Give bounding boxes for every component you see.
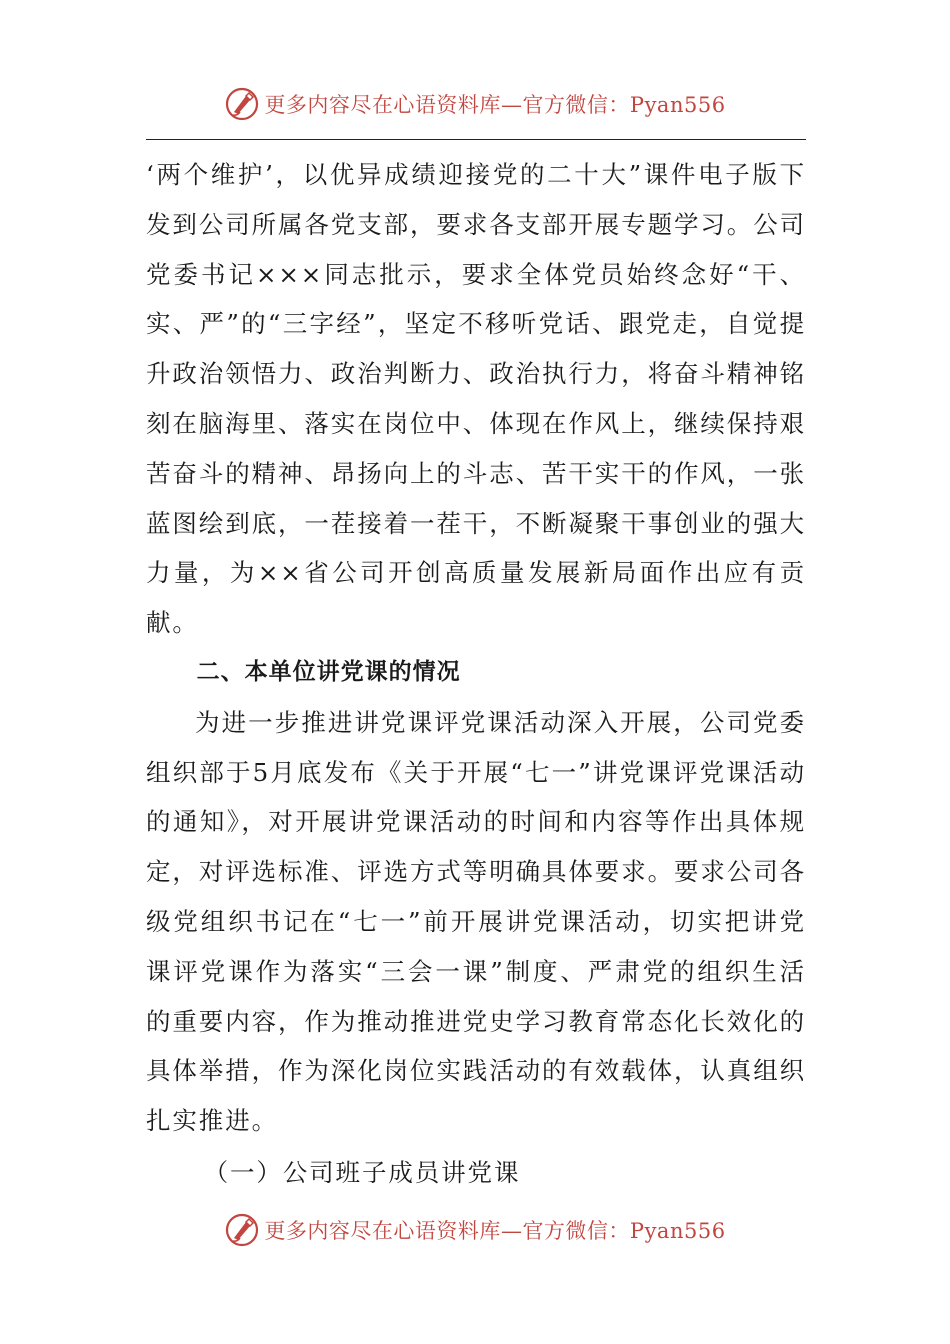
banner-title: 更多内容尽在心语资料库: [264, 93, 501, 117]
banner-title: 更多内容尽在心语资料库: [264, 1219, 501, 1243]
banner-separator: —: [500, 93, 523, 117]
pen-nib-logo-icon: [224, 86, 260, 122]
body-paragraph: ‘两个维护’，以优异成绩迎接党的二十大”课件电子版下发到公司所属各党支部，要求各支部开展专题学习。公司党委书记×××同志批示，要求全体党员始终念好“干、实、严”的“三字经”，坚定不移听党话、跟党走，自觉提升政治领悟力、政治判断力、政治执行力，将奋斗精神铭刻在脑海里、落实在岗位中、体现在作风上，继续保持艰苦奋斗的精神、昂扬向上的斗志、苦干实干的作风，一张蓝图绘到底，一茬接着一茬干，不断凝聚干事创业的强大力量，为××省公司开创高质量发展新局面作出应有贡献。: [146, 160, 806, 638]
section-heading: 二、本单位讲党课的情况: [196, 658, 461, 685]
header-rule: [146, 139, 806, 140]
footer-banner: [0, 1210, 950, 1250]
banner-wechat: 官方微信：Pyan556: [522, 93, 726, 117]
banner-wechat: 官方微信：Pyan556: [522, 1219, 726, 1243]
pen-nib-logo-icon: [224, 1212, 260, 1248]
header-banner: [0, 84, 950, 124]
document-body: [146, 150, 806, 1198]
body-paragraph: 为进一步推进讲党课评党课活动深入开展，公司党委组织部于5月底发布《关于开展“七一”讲党课评党课活动的通知》，对开展讲党课活动的时间和内容等作出具体规定，对评选标准、评选方式等明确具体要求。要求公司各级党组织书记在“七一”前开展讲党课活动，切实把讲党课评党课作为落实“三会一课”制度、严肃党的组织生活的重要内容，作为推动推进党史学习教育常态化长效化的具体举措，作为深化岗位实践活动的有效载体，认真组织扎实推进。: [146, 707, 806, 1136]
banner-separator: —: [500, 1219, 523, 1243]
subsection-heading: （一）公司班子成员讲党课: [203, 1157, 521, 1187]
